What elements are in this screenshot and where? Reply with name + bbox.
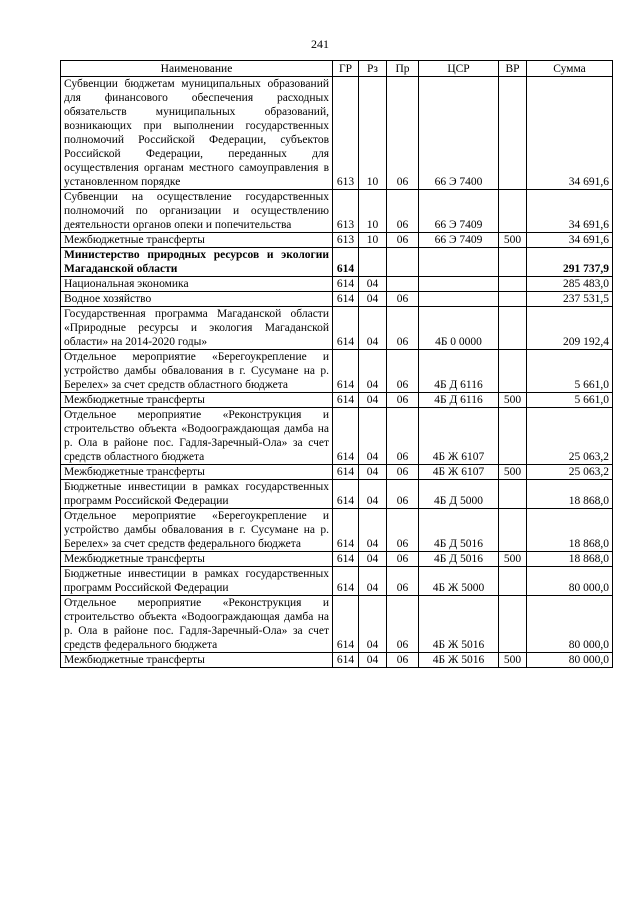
header-name: Наименование bbox=[61, 61, 333, 77]
cell-pr: 06 bbox=[387, 653, 419, 668]
cell-rz: 10 bbox=[359, 190, 387, 233]
table-row bbox=[61, 233, 613, 248]
cell-rz: 04 bbox=[359, 480, 387, 509]
cell-sum: 5 661,0 bbox=[527, 350, 613, 393]
cell-vr bbox=[499, 408, 527, 465]
cell-name: Межбюджетные трансферты bbox=[61, 552, 333, 567]
header-csr: ЦСР bbox=[419, 61, 499, 77]
cell-vr bbox=[499, 596, 527, 653]
cell-gr: 614 bbox=[333, 596, 359, 653]
cell-sum: 34 691,6 bbox=[527, 233, 613, 248]
cell-gr: 614 bbox=[333, 393, 359, 408]
cell-sum: 18 868,0 bbox=[527, 552, 613, 567]
cell-name: Отдельное мероприятие «Реконструкция и строительство объекта «Водоограждающая дамба на р. Ола в районе пос. Гадля-Заречный-Ола» за счет средств федерального бюджета bbox=[61, 596, 333, 653]
table-body bbox=[61, 77, 613, 668]
cell-csr: 4Б Д 5016 bbox=[419, 509, 499, 552]
cell-vr bbox=[499, 190, 527, 233]
cell-pr: 06 bbox=[387, 393, 419, 408]
table-row bbox=[61, 653, 613, 668]
cell-name: Межбюджетные трансферты bbox=[61, 465, 333, 480]
cell-vr bbox=[499, 350, 527, 393]
page-number: 241 bbox=[311, 37, 329, 51]
cell-csr: 4Б Д 6116 bbox=[419, 393, 499, 408]
cell-csr bbox=[419, 248, 499, 277]
cell-csr: 4Б Д 5000 bbox=[419, 480, 499, 509]
cell-rz: 04 bbox=[359, 552, 387, 567]
cell-gr: 614 bbox=[333, 350, 359, 393]
cell-name: Отдельное мероприятие «Берегоукрепление и устройство дамбы обвалования в г. Сусумане на р. Берелех» за счет средств федерального бюджета bbox=[61, 509, 333, 552]
cell-gr: 614 bbox=[333, 277, 359, 292]
cell-csr: 4Б Ж 5000 bbox=[419, 567, 499, 596]
header-rz: Рз bbox=[359, 61, 387, 77]
cell-sum: 18 868,0 bbox=[527, 509, 613, 552]
cell-rz: 04 bbox=[359, 653, 387, 668]
cell-gr: 614 bbox=[333, 653, 359, 668]
table-row bbox=[61, 509, 613, 552]
cell-gr: 613 bbox=[333, 77, 359, 190]
cell-rz: 04 bbox=[359, 509, 387, 552]
cell-csr: 66 Э 7409 bbox=[419, 233, 499, 248]
cell-pr bbox=[387, 277, 419, 292]
cell-pr: 06 bbox=[387, 350, 419, 393]
cell-name: Бюджетные инвестиции в рамках государственных программ Российской Федерации bbox=[61, 567, 333, 596]
table-row bbox=[61, 552, 613, 567]
cell-name: Межбюджетные трансферты bbox=[61, 393, 333, 408]
cell-gr: 613 bbox=[333, 190, 359, 233]
cell-vr bbox=[499, 248, 527, 277]
cell-rz: 04 bbox=[359, 350, 387, 393]
cell-sum: 34 691,6 bbox=[527, 190, 613, 233]
cell-rz: 04 bbox=[359, 408, 387, 465]
cell-gr: 614 bbox=[333, 307, 359, 350]
cell-rz: 04 bbox=[359, 307, 387, 350]
cell-vr: 500 bbox=[499, 653, 527, 668]
header-gr: ГР bbox=[333, 61, 359, 77]
table-header-row bbox=[61, 61, 613, 77]
cell-pr: 06 bbox=[387, 408, 419, 465]
cell-vr: 500 bbox=[499, 393, 527, 408]
cell-csr: 4Б Ж 6107 bbox=[419, 408, 499, 465]
table-row bbox=[61, 277, 613, 292]
cell-sum: 5 661,0 bbox=[527, 393, 613, 408]
cell-vr bbox=[499, 292, 527, 307]
cell-gr: 614 bbox=[333, 567, 359, 596]
cell-sum: 18 868,0 bbox=[527, 480, 613, 509]
cell-pr bbox=[387, 248, 419, 277]
cell-gr: 614 bbox=[333, 509, 359, 552]
cell-pr: 06 bbox=[387, 480, 419, 509]
cell-vr: 500 bbox=[499, 465, 527, 480]
cell-gr: 614 bbox=[333, 408, 359, 465]
cell-sum: 25 063,2 bbox=[527, 408, 613, 465]
table-row bbox=[61, 596, 613, 653]
cell-sum: 80 000,0 bbox=[527, 567, 613, 596]
cell-gr: 613 bbox=[333, 233, 359, 248]
cell-csr: 4Б Д 5016 bbox=[419, 552, 499, 567]
cell-name: Субвенции бюджетам муниципальных образований для финансового обеспечения расходных обязательств муниципальных образований, возникающих при выполнении государственных полномочий Российской Федерации, субъектов Российской Федерации, переданных для осуществления органам местного самоуправления в установленном порядке bbox=[61, 77, 333, 190]
cell-vr: 500 bbox=[499, 233, 527, 248]
cell-name: Бюджетные инвестиции в рамках государственных программ Российской Федерации bbox=[61, 480, 333, 509]
header-sum: Сумма bbox=[527, 61, 613, 77]
cell-pr: 06 bbox=[387, 465, 419, 480]
cell-rz: 04 bbox=[359, 567, 387, 596]
cell-csr bbox=[419, 292, 499, 307]
budget-table bbox=[60, 60, 613, 668]
cell-csr: 4Б 0 0000 bbox=[419, 307, 499, 350]
cell-pr: 06 bbox=[387, 190, 419, 233]
cell-name: Межбюджетные трансферты bbox=[61, 653, 333, 668]
cell-csr: 4Б Ж 6107 bbox=[419, 465, 499, 480]
cell-rz: 04 bbox=[359, 277, 387, 292]
cell-rz: 10 bbox=[359, 233, 387, 248]
cell-rz: 04 bbox=[359, 465, 387, 480]
cell-pr: 06 bbox=[387, 596, 419, 653]
cell-name: Отдельное мероприятие «Реконструкция и строительство объекта «Водоограждающая дамба на р. Ола в районе пос. Гадля-Заречный-Ола» за счет средств областного бюджета bbox=[61, 408, 333, 465]
table-row bbox=[61, 408, 613, 465]
cell-gr: 614 bbox=[333, 480, 359, 509]
cell-sum: 285 483,0 bbox=[527, 277, 613, 292]
cell-pr: 06 bbox=[387, 292, 419, 307]
cell-sum: 237 531,5 bbox=[527, 292, 613, 307]
cell-vr bbox=[499, 277, 527, 292]
cell-sum: 291 737,9 bbox=[527, 248, 613, 277]
table-row bbox=[61, 307, 613, 350]
cell-rz: 04 bbox=[359, 596, 387, 653]
cell-rz bbox=[359, 248, 387, 277]
table-row bbox=[61, 567, 613, 596]
cell-pr: 06 bbox=[387, 567, 419, 596]
cell-pr: 06 bbox=[387, 233, 419, 248]
cell-gr: 614 bbox=[333, 465, 359, 480]
cell-rz: 10 bbox=[359, 77, 387, 190]
cell-pr: 06 bbox=[387, 307, 419, 350]
cell-vr bbox=[499, 77, 527, 190]
cell-rz: 04 bbox=[359, 393, 387, 408]
cell-gr: 614 bbox=[333, 292, 359, 307]
cell-name: Национальная экономика bbox=[61, 277, 333, 292]
header-vr: ВР bbox=[499, 61, 527, 77]
cell-gr: 614 bbox=[333, 248, 359, 277]
cell-name: Отдельное мероприятие «Берегоукрепление и устройство дамбы обвалования в г. Сусумане на р. Берелех» за счет средств областного бюджета bbox=[61, 350, 333, 393]
table-row bbox=[61, 480, 613, 509]
cell-pr: 06 bbox=[387, 509, 419, 552]
table-row bbox=[61, 248, 613, 277]
cell-csr bbox=[419, 277, 499, 292]
cell-vr bbox=[499, 567, 527, 596]
cell-rz: 04 bbox=[359, 292, 387, 307]
table-row bbox=[61, 350, 613, 393]
cell-name: Государственная программа Магаданской области «Природные ресурсы и экология Магаданской области» на 2014-2020 годы» bbox=[61, 307, 333, 350]
cell-vr bbox=[499, 509, 527, 552]
cell-name: Министерство природных ресурсов и экологии Магаданской области bbox=[61, 248, 333, 277]
cell-sum: 34 691,6 bbox=[527, 77, 613, 190]
table-row bbox=[61, 292, 613, 307]
table-row bbox=[61, 393, 613, 408]
cell-vr: 500 bbox=[499, 552, 527, 567]
cell-name: Межбюджетные трансферты bbox=[61, 233, 333, 248]
cell-csr: 66 Э 7400 bbox=[419, 77, 499, 190]
cell-vr bbox=[499, 307, 527, 350]
cell-pr: 06 bbox=[387, 552, 419, 567]
cell-vr bbox=[499, 480, 527, 509]
cell-name: Водное хозяйство bbox=[61, 292, 333, 307]
cell-csr: 4Б Ж 5016 bbox=[419, 596, 499, 653]
cell-sum: 209 192,4 bbox=[527, 307, 613, 350]
table-row bbox=[61, 465, 613, 480]
cell-sum: 80 000,0 bbox=[527, 653, 613, 668]
header-pr: Пр bbox=[387, 61, 419, 77]
cell-csr: 4Б Ж 5016 bbox=[419, 653, 499, 668]
cell-csr: 66 Э 7409 bbox=[419, 190, 499, 233]
cell-sum: 80 000,0 bbox=[527, 596, 613, 653]
cell-pr: 06 bbox=[387, 77, 419, 190]
cell-gr: 614 bbox=[333, 552, 359, 567]
cell-sum: 25 063,2 bbox=[527, 465, 613, 480]
cell-csr: 4Б Д 6116 bbox=[419, 350, 499, 393]
cell-name: Субвенции на осуществление государственных полномочий по организации и осуществлению деятельности органов опеки и попечительства bbox=[61, 190, 333, 233]
table-row bbox=[61, 77, 613, 190]
table-row bbox=[61, 190, 613, 233]
